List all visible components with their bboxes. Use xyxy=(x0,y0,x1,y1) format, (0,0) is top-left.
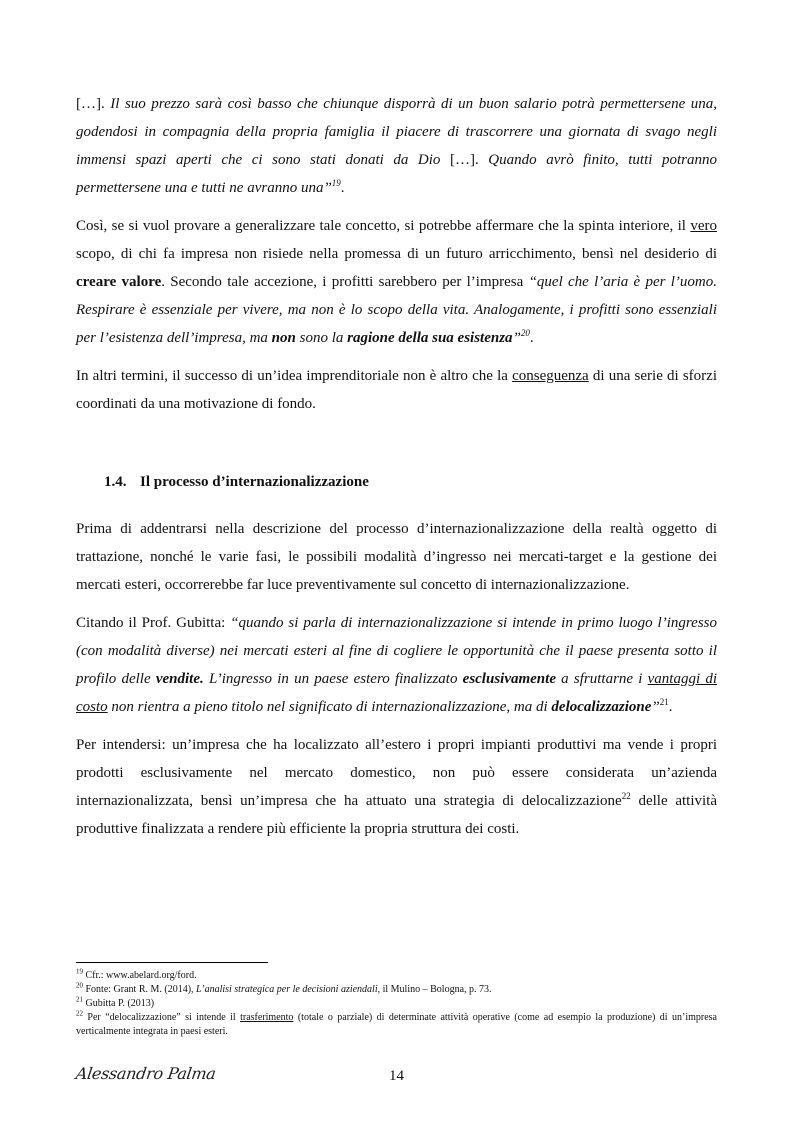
section-number: 1.4. xyxy=(104,474,127,490)
bold-term: non xyxy=(271,330,296,346)
author-signature: Alessandro Palma xyxy=(74,1064,217,1083)
footnote-ref-21[interactable]: 21 xyxy=(659,697,669,707)
quote-text: “quel che l’aria è per l’uomo. Respirare è essenziale per vivere, ma non è lo scopo della vita. Analogamente, i profitti sono essenziali per l’esistenza dell’impresa, ma xyxy=(76,274,717,346)
paragraph-quote-ford: […]. Il suo prezzo sarà così basso che chiunque disporrà di un buon salario potrà permettersene una, godendosi in compagnia della propria famiglia il piacere di trascorrere una giornata di svago negli immensi spazi aperti che ci sono stati donati da Dio […]. Quando avrò finito, tutti potranno permettersene una e tutti ne avranno una”$^{19}$. xyxy=(76,96,717,196)
paragraph-gubitta-quote: Citando il Prof. Gubitta: “quando si parla di internazionalizzazione si intende in primo luogo l’ingresso (con modalità diverse) nei mercati esteri al fine di cogliere le opportunità che il paese presenta sotto il profilo delle vendite. L’ingresso in un paese estero finalizzato esclusivamente a sfruttarne i vantaggi di costo non rientra a pieno titolo nel significato di internazionalizzazione, ma di delocalizzazione”$^{21}$. xyxy=(76,615,718,715)
bold-term: esclusivamente xyxy=(462,671,556,687)
bold-term: creare valore xyxy=(76,274,162,290)
bold-term: ragione della sua esistenza xyxy=(347,330,513,346)
section-body-bottom xyxy=(76,515,717,853)
quote-text: “quando si parla di internazionalizzazione si intende in primo luogo l’ingresso (con modalità diverse) nei mercati esteri al fine di cogliere le opportunità che il paese presenta sotto il profilo delle xyxy=(76,615,717,687)
quote-text: Quando avrò finito, tutti potranno permettersene una e tutti ne avranno una” xyxy=(76,152,717,196)
section-body-top xyxy=(76,90,717,428)
section-heading xyxy=(104,474,369,491)
paragraph-intro: Prima di addentrarsi nella descrizione del processo d’internazionalizzazione della realtà oggetto di trattazione, nonché le varie fasi, le possibili modalità d’ingresso nei mercati-target e la gestione dei mercati esteri, occorrerebbe far luce preventivamente sul concetto di internazionalizzazione. xyxy=(76,521,717,593)
book-title: L’analisi strategica per le decisioni aziendali xyxy=(196,984,378,995)
section-title: Il processo d’internazionalizzazione xyxy=(140,474,369,490)
underlined-term: vantaggi di costo xyxy=(76,671,718,715)
underlined-term: trasferimento xyxy=(240,1012,294,1023)
footnote-22: $^{22}$ Per “delocalizzazione” si intende il trasferimento (totale o parziale) di determinate attività operative (come ad esempio la produzione) di un’impresa verticalmente integrata in paesi esteri. xyxy=(76,1009,717,1037)
underlined-term: vero xyxy=(690,218,717,234)
footnote-20: $^{20}$ Fonte: Grant R. M. (2014), L’analisi strategica per le decisioni aziendali, il Mulino – Bologna, p. 73. xyxy=(76,981,492,995)
quote-text: Il suo prezzo sarà così basso che chiunque disporrà di un buon salario potrà permettersene una, godendosi in compagnia della propria famiglia il piacere di trascorrere una giornata di svago negli immensi spazi aperti che ci sono stati donati da Dio xyxy=(76,96,717,168)
bold-term: vendite. xyxy=(155,671,204,687)
page-number: 14 xyxy=(389,1068,404,1084)
bold-term: delocalizzazione xyxy=(551,699,652,715)
underlined-term: conseguenza xyxy=(512,368,589,384)
footnote-19: $^{19}$ Cfr.: www.abelard.org/ford. xyxy=(76,967,197,981)
paragraph-intendersi: Per intendersi: un’impresa che ha localizzato all’estero i propri impianti produttivi ma vende i propri prodotti esclusivamente nel mercato domestico, non può essere considerata un’azienda internazionalizzata, bensì un’impresa che ha attuato una strategia di delocalizzazione$^{22}$ delle attività produttive finalizzata a rendere più efficiente la propria struttura dei costi. xyxy=(76,737,717,837)
footnotes xyxy=(76,969,717,1039)
footnote-21: $^{21}$ Gubitta P. (2013) xyxy=(76,995,155,1009)
footnote-ref-22[interactable]: 22 xyxy=(621,791,631,801)
ellipsis-text: […]. xyxy=(76,96,111,112)
ellipsis-text: […]. xyxy=(449,152,489,168)
paragraph-creare-valore: Così, se si vuol provare a generalizzare tale concetto, si potrebbe affermare che la spinta interiore, il vero scopo, di chi fa impresa non risiede nella promessa di un futuro arricchimento, bensì nel desiderio di creare valore. Secondo tale accezione, i profitti sarebbero per l’impresa “quel che l’aria è per l’uomo. Respirare è essenziale per vivere, ma non è lo scopo della vita. Analogamente, i profitti sono essenziali per l’esistenza dell’impresa, ma non sono la ragione della sua esistenza”$^{20}$. xyxy=(76,218,717,346)
paragraph-conseguenza: In altri termini, il successo di un’idea imprenditoriale non è altro che la conseguenza di una serie di sforzi coordinati da una motivazione di fondo. xyxy=(76,368,717,412)
footnote-divider xyxy=(76,962,268,963)
footnote-ref-20[interactable]: 20 xyxy=(520,328,530,338)
footnote-ref-19[interactable]: 19 xyxy=(331,178,341,188)
